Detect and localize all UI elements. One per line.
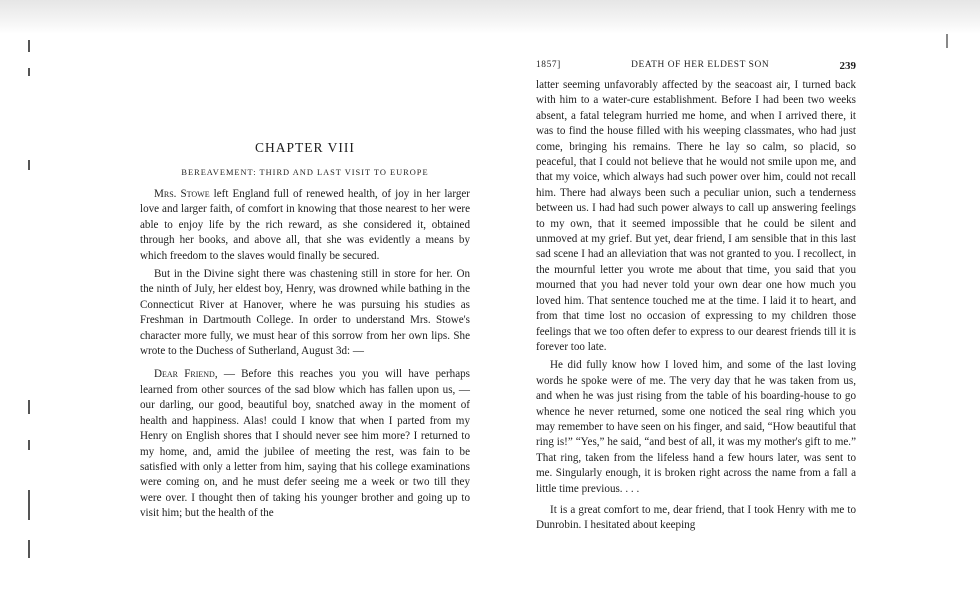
paragraph-text: But in the Divine sight there was chastening still in store for her. On the ninth of July, her eldest boy, Henry, was drowned while bathing in the Connecticut River at Hanover, where he was pursuing his studies as Freshman in Dartmouth College. In order to understand Mrs. Stowe's character more fully, we must hear of this sorrow from her own lips. She wrote to the Duchess of Sutherland, August 3d: — (140, 268, 470, 358)
paragraph-lead: Dear Friend, (154, 368, 218, 381)
scan-left-edge (28, 40, 38, 600)
scan-top-band (0, 0, 980, 34)
paragraph: He did fully know how I loved him, and some of the last loving words he spoke were of me. The very day that he was taken from us, and when he was just rising from the table of his boarding-house to go whence he never returned, some one noticed the seal ring which you may remember to have seen on his finger, and said, “How beautiful that ring is!” “Yes,” he said, “and best of all, it was my mother's gift to me.” That ring, taken from the lifeless hand a few hours later, was sent to me. Singularly enough, it is broken right across the name from a fall a little time previous. . . . (536, 359, 856, 495)
left-page (140, 130, 470, 522)
running-head-year: 1857] (536, 60, 561, 70)
paragraph: latter seeming unfavorably affected by the seacoast air, I turned back with him to a water-cure establishment. Before I had been two weeks absent, a fatal telegram hurried me home, and when I arrived there, it was to find the house filled with his weeping classmates, who had just come, bringing his remains. There he lay so calm, so placid, so peaceful, that I could not believe that he would not smile upon me, and that my voice, which always had such power over him, could not recall him. There had always been such a peculiar union, such a tenderness between us. I had had such power always to call up answering feelings to my own, that it seemed impossible that he could be silent and unmoved at my grief. But yet, dear friend, I am sensible that in this last sad scene I had an alleviation that was not granted to you. I recollect, in the mournful letter you wrote me about that time, you said that you mourned that you had never told your own dear one how much you loved him. That sentence touched me at the time. I laid it to heart, and from that time lost no occasion of expressing to my children those feelings that we too often defer to express to our dearest friends till it is forever too late. (536, 79, 856, 353)
paragraph (140, 267, 470, 359)
paragraph: It is a great comfort to me, dear friend, that I took Henry with me to Dunrobin. I hesitated about keeping (536, 503, 856, 532)
paragraph-lead: Mrs. Stowe (154, 188, 210, 200)
page-number: 239 (839, 60, 856, 72)
chapter-subtitle: BEREAVEMENT: THIRD AND LAST VISIT TO EUROPE (181, 168, 429, 177)
paragraph-text: left England full of renewed health, of joy in her larger love and larger faith, of comfort in knowing that those nearest to her were able to enjoy life by the rich reward, as she considered it, obtained through her books, and above all, that she was evidently a means by which freedom to the slaves would finally be secured. (140, 188, 470, 262)
chapter-heading: CHAPTER VIII (255, 140, 355, 155)
running-head-title: DEATH OF HER ELDEST SON (631, 60, 770, 70)
paragraph (140, 367, 470, 521)
right-page (536, 60, 856, 534)
paragraph (140, 187, 470, 264)
paragraph-text: — Before this reaches you you will have perhaps learned from other sources of the sad blow which has fallen upon us, — our darling, our good, beautiful boy, snatched away in the moment of health and happiness. Alas! could I know that when I parted from my Henry on English shores that I should never see him more? I returned to my home, and, amid the jubilee of meeting the rest, was fain to be satisfied with only a letter from him, saying that his college examinations were coming on, and he must defer seeing me a week or two till they were over. I thought then of taking his younger brother and going up to visit him; but the health of the (140, 368, 470, 520)
running-head (536, 60, 856, 72)
scan-right-edge (946, 34, 948, 48)
